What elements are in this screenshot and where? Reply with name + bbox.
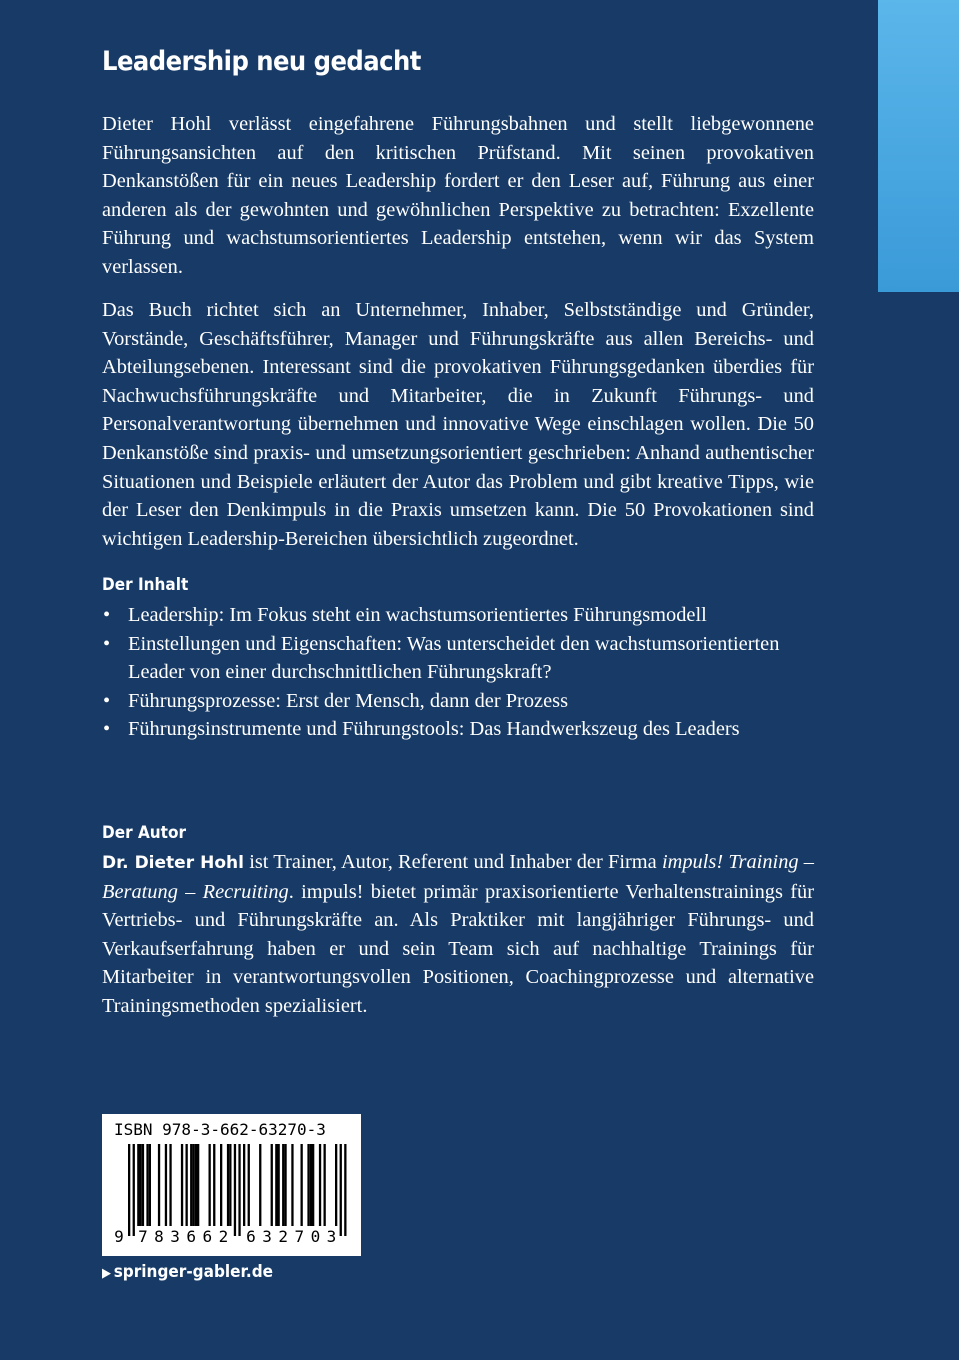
isbn-label: ISBN 978-3-662-63270-3 <box>114 1120 326 1139</box>
barcode-bar <box>291 1144 293 1226</box>
barcode-bar <box>301 1144 303 1226</box>
barcode-bar <box>186 1144 188 1226</box>
barcode-bar <box>234 1144 236 1236</box>
barcode-bar <box>192 1144 194 1226</box>
barcode-bar <box>278 1144 280 1226</box>
barcode-bar <box>259 1144 261 1226</box>
barcode-digit: 8 <box>154 1227 164 1246</box>
barcode-bar <box>243 1144 245 1226</box>
list-item: • Führungsprozesse: Erst der Mensch, dann der Prozess <box>102 687 802 716</box>
barcode-digit: 2 <box>218 1227 229 1246</box>
company-name: impuls! Training – Beratung – Recruiting <box>102 851 815 903</box>
barcode-digit: 3 <box>262 1227 272 1246</box>
barcode-bar <box>220 1144 222 1226</box>
barcode-bar <box>158 1144 160 1226</box>
barcode-digit: 6 <box>186 1227 196 1246</box>
autor-heading: Der Autor <box>102 823 187 843</box>
barcode-bar <box>344 1144 346 1236</box>
barcode-bar <box>229 1144 231 1226</box>
list-item: • Leadership: Im Fokus steht ein wachstumsorientiertes Führungsmodell <box>102 601 802 630</box>
barcode-digit: 0 <box>310 1227 321 1246</box>
barcode-digit: 7 <box>138 1227 148 1246</box>
barcode-bar <box>169 1144 171 1226</box>
barcode-bar <box>190 1144 192 1226</box>
barcode-bar <box>133 1144 135 1236</box>
barcode-bar <box>146 1144 148 1226</box>
barcode-bar <box>307 1144 309 1226</box>
barcode-bar <box>149 1144 151 1226</box>
barcode-bar <box>142 1144 144 1226</box>
page-title: Leadership neu gedacht <box>102 46 421 77</box>
description-paragraph-2: Das Buch richtet sich an Unternehmer, Inhaber, Selbstständige und Gründer, Vorstände, Geschäftsführer, Manager und Führungskräfte aus allen Bereichs- und Abteilungsebenen. Interessant sind die provokativen Führungsgedanken überdies für Nachwuchsführungskräfte und Mitarbeiter, die in Zukunft Führungs- und Personalverantwortung übernehmen und innovative Wege einschlagen wollen. Die 50 Denkanstöße sind praxis- und umsetzungsorientiert geschrieben: Anhand authentischer Situationen und Beispiele erläutert der Autor das Problem und gibt kreative Tipps, wie der Leser den Denkimpuls in die Praxis umsetzen kann. Die 50 Provokationen sind wichtigen Leadership-Bereichen übersichtlich zugeordnet. <box>102 299 814 550</box>
barcode-digit: 9 <box>114 1227 124 1246</box>
inhalt-heading: Der Inhalt <box>102 575 189 595</box>
list-item: • Führungsinstrumente und Führungstools: Das Handwerkszeug des Leaders <box>102 715 802 744</box>
barcode-digit: 6 <box>246 1227 256 1246</box>
barcode-bar <box>209 1144 211 1226</box>
barcode-bar <box>282 1144 284 1226</box>
author-name: Dr. Dieter Hohl <box>102 853 244 873</box>
website-link[interactable] <box>102 1262 273 1282</box>
barcode-bar <box>195 1144 197 1226</box>
author-paragraph <box>102 848 814 1021</box>
author-text-2: . impuls! bietet primär praxisorientierte Verhaltenstrainings für Vertriebs- und Führungskräfte an. Als Praktiker mit langjähriger Führungs- und Verkaufserfahrung haben er und sein Team sich auf nachhaltige Trainings für Mitarbeiter in verantwortungsvollen Positionen, Coachingprozesse und alternative Trainingsmethoden spezialisiert. <box>102 880 814 1017</box>
barcode-digit: 3 <box>326 1227 337 1246</box>
isbn-barcode <box>102 1114 361 1256</box>
description-paragraph-1: Dieter Hohl verlässt eingefahrene Führungsbahnen und stellt liebgewonnene Führungsansichten auf den kritischen Prüfstand. Mit seinen provokativen Denkanstößen für ein neues Leadership fordert er den Leser auf, Führung aus einer anderen als der gewohnten und gewöhnlichen Perspektive zu betrachten: Exzellente Führung und wachstumsorientiertes Leadership entstehen, wenn wir das System verlassen. <box>102 113 814 278</box>
list-item: • Einstellungen und Eigenschaften: Was unterscheidet den wachstumsorientierten Leader von einer durchschnittlichen Führungskraft? <box>102 630 802 687</box>
barcode-bar <box>227 1144 229 1226</box>
barcode-digit: 2 <box>278 1227 288 1246</box>
author-text-1: ist Trainer, Autor, Referent und Inhaber der Firma <box>243 851 662 873</box>
barcode-bar <box>140 1144 142 1226</box>
website-url: springer-gabler.de <box>113 1262 274 1282</box>
barcode-bar <box>128 1144 130 1236</box>
barcode-digit: 6 <box>202 1227 213 1246</box>
play-arrow-icon: ▶ <box>102 1266 111 1281</box>
accent-bar <box>878 0 959 292</box>
barcode-bar <box>165 1144 167 1226</box>
barcode-bar <box>324 1144 326 1226</box>
barcode-bar <box>340 1144 342 1236</box>
barcode-bar <box>335 1144 337 1226</box>
inhalt-list <box>102 601 802 744</box>
barcode-digit: 3 <box>170 1227 180 1246</box>
barcode-bar <box>271 1144 273 1226</box>
barcode-bar <box>248 1144 250 1226</box>
barcode-bar <box>319 1144 321 1226</box>
barcode-bar <box>284 1144 286 1226</box>
barcode-bar <box>181 1144 183 1226</box>
barcode-bar <box>312 1144 314 1226</box>
barcode-bar <box>197 1144 199 1226</box>
barcode-bar <box>137 1144 139 1226</box>
barcode-digit: 7 <box>294 1227 305 1246</box>
barcode-bar <box>310 1144 312 1226</box>
barcode-bar <box>275 1144 277 1226</box>
barcode-bar <box>213 1144 215 1226</box>
barcode-bar <box>238 1144 240 1236</box>
